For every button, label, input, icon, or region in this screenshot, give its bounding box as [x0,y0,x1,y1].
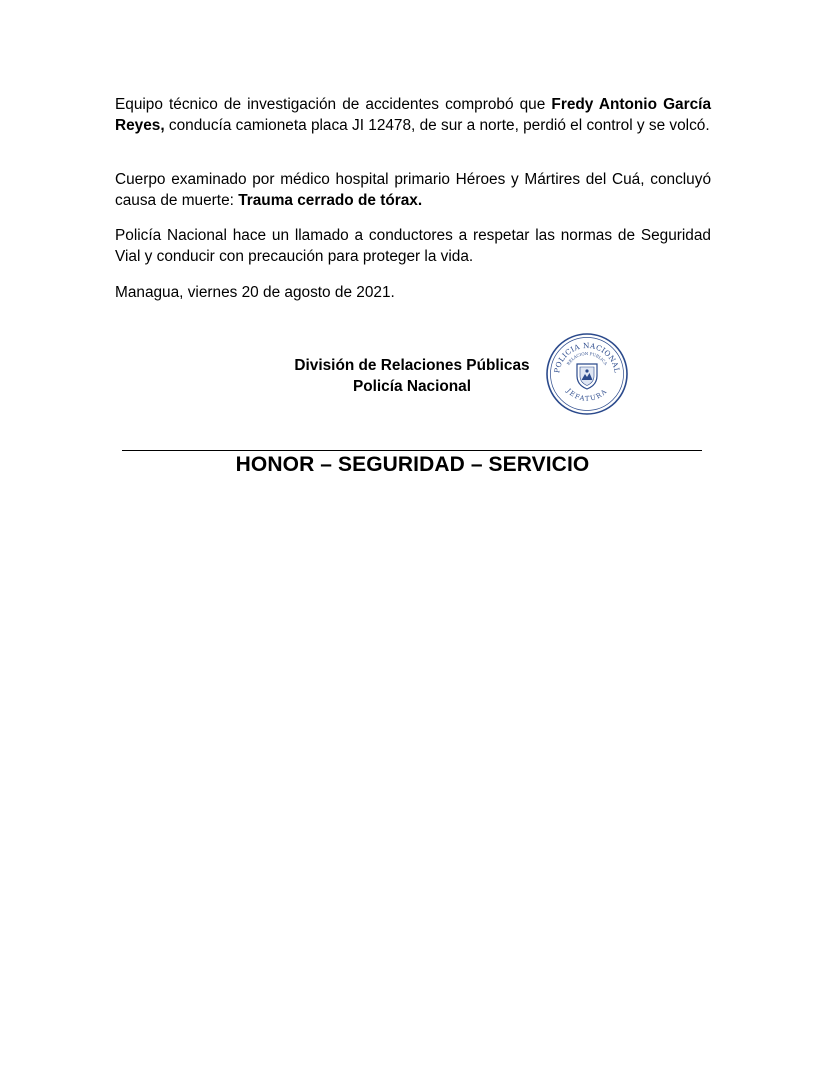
date-line: Managua, viernes 20 de agosto de 2021. [115,284,395,301]
signature-institution: Policía Nacional [352,377,472,395]
cause-of-death: Trauma cerrado de tórax. [238,191,423,209]
footer-motto: HONOR – SEGURIDAD – SERVICIO [235,453,590,476]
paragraph-text: Policía Nacional hace un llamado a conductores a respetar las normas de Seguridad Vial y conducir con precaución para proteger la vida. [115,227,711,265]
paragraph-safety-call [115,226,711,267]
driver-name: Fredy Antonio García Reyes, [115,96,711,134]
signature-division: División de Relaciones Públicas [294,357,530,374]
signature-block [262,356,562,397]
police-seal-icon [544,331,630,417]
paragraph-text: conducía camioneta placa JI 12478, de sur a norte, perdió el control y se volcó. [164,116,710,134]
paragraph-accident-investigation [115,95,711,136]
paragraph-date-place [115,283,711,304]
paragraph-cause-of-death [115,170,711,211]
svg-text:POLICIA NACIONAL: POLICIA NACIONAL [552,340,622,374]
paragraph-text: Cuerpo examinado por médico hospital primario Héroes y Mártires del Cuá, concluyó causa de muerte: [115,171,711,209]
svg-text:RELACION PUBLICA: RELACION PUBLICA [565,350,609,366]
svg-text:JEFATURA: JEFATURA [564,386,610,403]
paragraph-text: Equipo técnico de investigación de accidentes comprobó que [115,96,552,113]
